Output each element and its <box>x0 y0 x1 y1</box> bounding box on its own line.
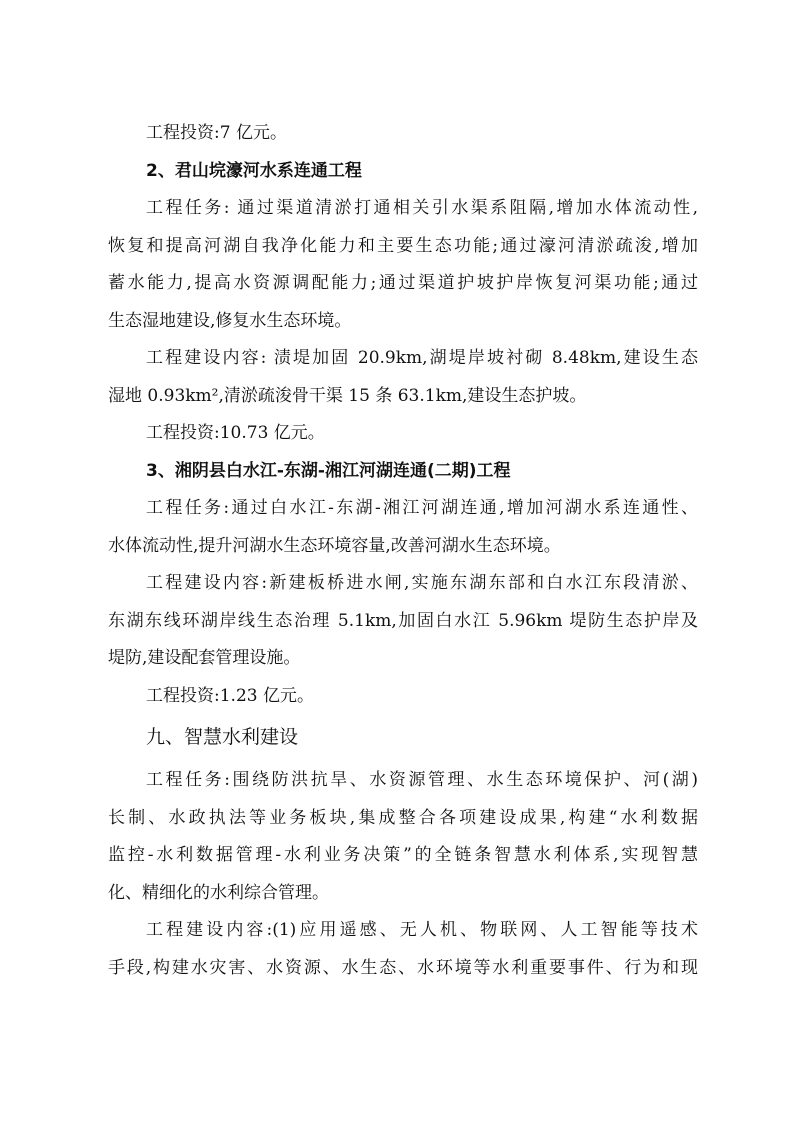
paragraph-line: 手段,构建水灾害、水资源、水生态、水环境等水利重要事件、行为和现 <box>108 958 698 978</box>
paragraph-line: 东湖东线环湖岸线生态治理 5.1km,加固白水江 5.96km 堤防生态护岸及 <box>108 611 698 631</box>
paragraph-line: 工程建设内容:(1)应用遥感、无人机、物联网、人工智能等技术 <box>146 920 698 940</box>
paragraph-line: 工程任务:围绕防洪抗旱、水资源管理、水生态环境保护、河(湖) <box>146 770 698 790</box>
investment-line-3: 工程投资:1.23 亿元。 <box>146 686 314 706</box>
paragraph-line: 工程任务:通过白水江-东湖-湘江河湖连通,增加河湖水系连通性、 <box>146 498 698 518</box>
investment-line-1: 工程投资:7 亿元。 <box>146 123 287 143</box>
section-heading-3: 3、湘阴县白水江-东湖-湘江河湖连通(二期)工程 <box>146 461 511 481</box>
paragraph-line: 化、精细化的水利综合管理。 <box>108 883 329 903</box>
paragraph-line: 长制、水政执法等业务板块,集成整合各项建设成果,构建“水利数据 <box>108 808 698 828</box>
section-heading-2: 2、君山垸濠河水系连通工程 <box>146 161 362 181</box>
investment-line-2: 工程投资:10.73 亿元。 <box>146 423 325 443</box>
paragraph-line: 工程任务: 通过渠道清淤打通相关引水渠系阻隔,增加水体流动性, <box>146 198 698 218</box>
paragraph-line: 生态湿地建设,修复水生态环境。 <box>108 311 352 331</box>
paragraph-line: 水体流动性,提升河湖水生态环境容量,改善河湖水生态环境。 <box>108 536 561 556</box>
paragraph-line: 监控-水利数据管理-水利业务决策”的全链条智慧水利体系,实现智慧 <box>108 845 698 865</box>
paragraph-line: 堤防,建设配套管理设施。 <box>108 648 301 668</box>
paragraph-line: 工程建设内容:新建板桥进水闸,实施东湖东部和白水江东段清淤、 <box>146 573 698 593</box>
paragraph-line: 工程建设内容: 渍堤加固 20.9km,湖堤岸坡衬砌 8.48km,建设生态 <box>146 348 698 368</box>
paragraph-line: 恢复和提高河湖自我净化能力和主要生态功能;通过濠河清淤疏浚,增加 <box>108 236 698 256</box>
paragraph-line: 蓄水能力,提高水资源调配能力;通过渠道护坡护岸恢复河渠功能;通过 <box>108 273 698 293</box>
paragraph-line: 湿地 0.93km²,清淤疏浚骨干渠 15 条 63.1km,建设生态护坡。 <box>108 386 587 406</box>
chapter-heading: 九、智慧水利建设 <box>146 726 299 748</box>
